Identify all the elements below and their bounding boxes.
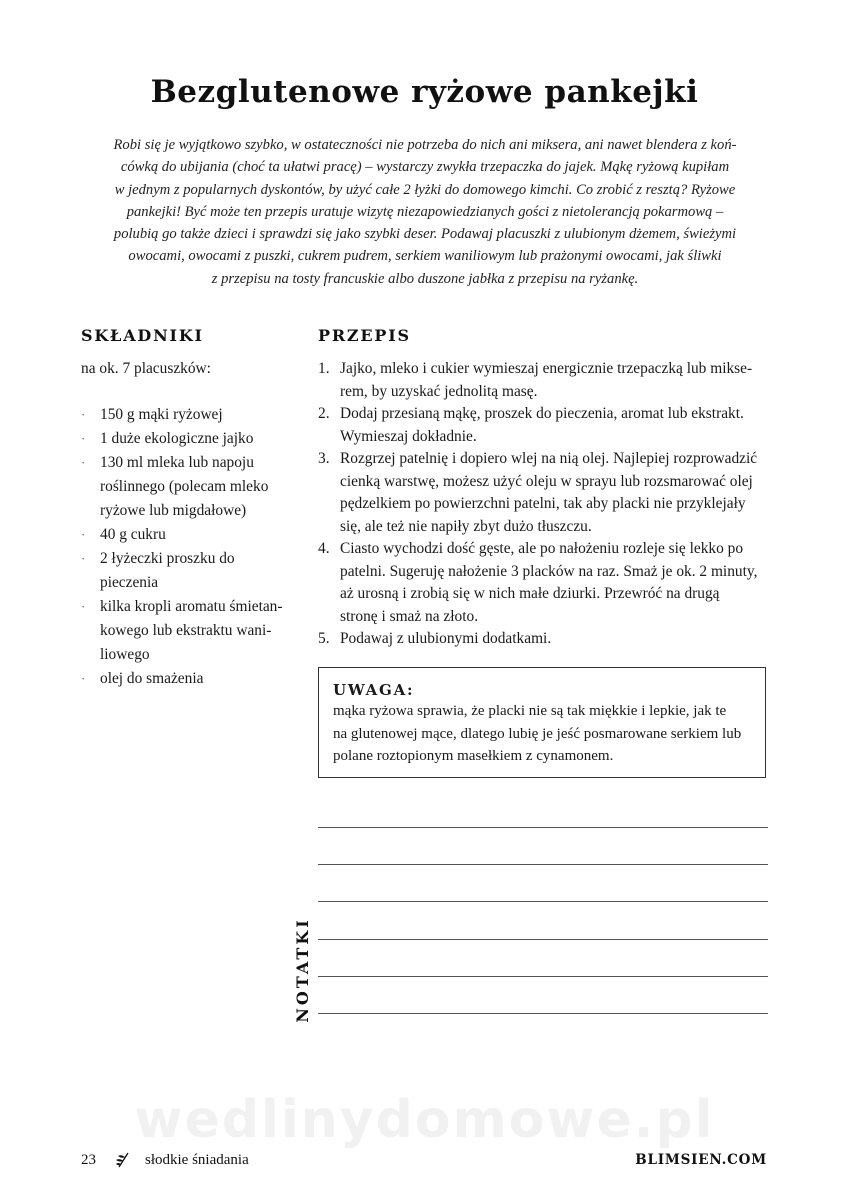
intro-line: polubią go także dzieci i sprawdzi się jako szybki deser. Podawaj placuszki z ulubionym dżemem, świeżymi [113,226,737,243]
intro-paragraph [95,134,755,290]
bullet-icon: · [81,527,86,542]
bullet-icon: · [81,599,86,614]
ingredient-item [81,451,286,523]
ingredient-item [81,547,286,595]
recipe-step [318,538,768,628]
recipe-steps [318,358,768,651]
step-line: patelni. Sugeruję nałożenie 3 placków na raz. Smaż je ok. 2 minuty, [340,562,758,580]
footer [81,1152,767,1172]
step-line: Podawaj z ulubionymi dodatkami. [340,630,552,647]
note-box [318,667,766,778]
step-line: pędzelkiem po powierzchni patelni, tak aby placki nie przyklejały [340,495,746,512]
ingredient-item [81,667,286,691]
recipe-step [318,628,768,651]
step-number: 2. [318,405,330,422]
ingredient-line: olej do smażenia [100,670,204,687]
recipe-title: Bezglutenowe ryżowe pankejki [150,74,699,110]
page-number: 23 [81,1152,96,1168]
ingredients-list [81,403,286,691]
intro-line: cówką do ubijania (choć ta ułatwi pracę) – wystarczy zwykła trzepaczka do jajek. Mąkę ryżową kupiłam [120,159,730,176]
notes-label: NOTATKI [293,917,312,1023]
ingredient-line: 40 g cukru [100,526,166,543]
ingredients-yield: na ok. 7 placuszków: [81,360,211,377]
ingredient-line: 130 ml mleka lub napoju [100,454,254,471]
intro-line: Robi się je wyjątkowo szybko, w ostateczności nie potrzeba do nich ani miksera, ani nawet blendera z koń- [113,137,737,153]
step-number: 5. [318,630,330,647]
ingredient-line: kilka kropli aromatu śmietan- [100,598,283,615]
step-line: rem, by uzyskać jednolitą masę. [340,382,538,400]
note-title: UWAGA: [333,681,415,699]
bullet-icon: · [81,407,86,422]
note-writing-line [318,939,768,940]
step-number: 1. [318,360,330,377]
bullet-icon: · [81,431,86,446]
ingredient-line: 150 g mąki ryżowej [100,406,223,423]
step-line: cienką warstwę, możesz użyć oleju w sprayu lub rozsmarować olej [340,472,753,490]
ingredient-line: pieczenia [100,574,159,591]
leaf-sprig-icon [115,1151,131,1169]
note-writing-line [318,827,768,828]
ingredient-line: 2 łyżeczki proszku do [100,550,235,567]
note-line: na glutenowej mące, dlatego lubię je jeść posmarowane serkiem lub [333,725,742,742]
note-text [333,700,751,768]
step-number: 3. [318,450,330,467]
ingredient-line: liowego [100,646,150,663]
step-line: Jajko, mleko i cukier wymieszaj energicznie trzepaczką lub mikse- [340,360,753,377]
step-line: Ciasto wychodzi dość gęste, ale po nałożeniu rozleje się lekko po [340,540,744,557]
step-line: się, ale też nie napiły zbyt dużo tłuszczu. [340,517,592,535]
step-line: aż urosną i zrobią się w nich małe dziurki. Przewróć na drugą [340,585,720,602]
step-line: Rozgrzej patelnię i dopiero wlej na nią olej. Najlepiej rozprowadzić [340,450,758,467]
note-writing-line [318,1013,768,1014]
site-name: BLIMSIEN.COM [635,1152,767,1168]
note-writing-line [318,901,768,902]
recipe-step [318,448,768,538]
intro-line: owocami, owocami z puszki, cukrem pudrem, serkiem waniliowym lub prażonymi owocami, jak śliwki [128,248,722,265]
intro-line: w jednym z popularnych dyskontów, by użyć całe 2 łyżki do domowego kimchi. Co zrobić z resztą? Ryżowe [114,181,736,198]
watermark: wedlinydomowe.pl [134,1090,715,1150]
bullet-icon: · [81,551,86,566]
intro-line: pankejki! Być może ten przepis uratuje wizytę niezapowiedzianych gości z nietolerancją pokarmową – [126,203,724,220]
ingredient-item [81,403,286,427]
ingredient-line: roślinnego (polecam mleko [100,478,269,495]
note-writing-line [318,976,768,977]
bullet-icon: · [81,671,86,686]
recipe-step [318,403,768,448]
ingredient-line: ryżowe lub migdałowe) [100,502,247,519]
step-line: stronę i smaż na złoto. [340,607,479,625]
bullet-icon: · [81,455,86,470]
step-line: Dodaj przesianą mąkę, proszek do pieczenia, aromat lub ekstrakt. [340,405,744,422]
note-line: polane roztopionym masełkiem z cynamonem. [333,748,614,764]
ingredient-line: 1 duże ekologiczne jajko [100,430,254,447]
note-line: mąka ryżowa sprawia, że placki nie są tak miękkie i lepkie, jak te [333,703,727,719]
note-writing-line [318,864,768,865]
section-name: słodkie śniadania [145,1152,249,1168]
ingredients-heading: SKŁADNIKI [81,326,204,345]
ingredient-item [81,427,286,451]
step-number: 4. [318,540,330,557]
ingredient-item [81,523,286,547]
ingredient-item [81,595,286,667]
ingredient-line: kowego lub ekstraktu wani- [100,622,272,639]
step-line: Wymieszaj dokładnie. [340,427,477,445]
intro-line: z przepisu na tosty francuskie albo duszone jabłka z przepisu na ryżankę. [211,270,639,287]
recipe-step [318,358,768,403]
recipe-heading: PRZEPIS [318,326,411,345]
